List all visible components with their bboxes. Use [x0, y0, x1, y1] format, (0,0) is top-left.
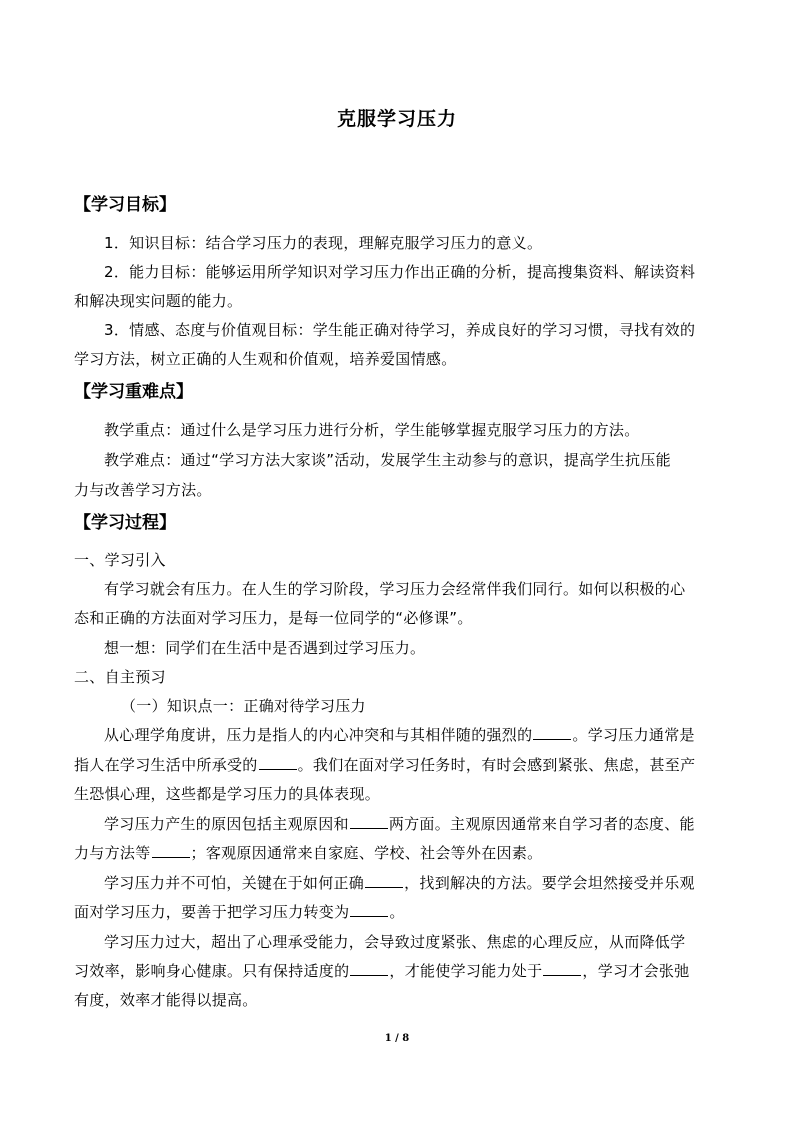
think-line: 想一想：同学们在生活中是否遇到过学习压力。 — [104, 639, 426, 657]
fill-in-line: 学习压力并不可怕，关键在于如何正确 ，找到解决的方法。要学会坦然接受并乐观 — [104, 874, 695, 892]
fill-in-line: 从心理学角度讲，压力是指人的内心冲突和与其相伴随的强烈的 。学习压力通常是 — [104, 726, 695, 744]
goal-line: 2．能力目标：能够运用所学知识对学习压力作出正确的分析，提高搜集资料、解读资料 — [104, 263, 696, 281]
fill-in-line: 指人在学习生活中所承受的 。我们在面对学习任务时，有时会感到紧张、焦虑，甚至产 — [74, 756, 696, 774]
fill-blank[interactable] — [365, 875, 403, 888]
goal-line: 和解决现实问题的能力。 — [74, 292, 243, 310]
fill-blank[interactable] — [350, 816, 388, 829]
key-line: 教学重点：通过什么是学习压力进行分析，学生能够掌握克服学习压力的方法。 — [104, 421, 640, 439]
fill-blank[interactable] — [259, 757, 297, 770]
section-heading-key-points: 【学习重难点】 — [74, 382, 193, 402]
knowledge-point-heading: （一）知识点一：正确对待学习压力 — [121, 697, 366, 715]
goal-line: 1．知识目标：结合学习压力的表现，理解克服学习压力的意义。 — [104, 234, 543, 252]
text-line: 生恐惧心理，这些都是学习压力的具体表现。 — [74, 785, 381, 803]
key-line: 力与改善学习方法。 — [74, 481, 212, 499]
text-line: 学习压力过大，超出了心理承受能力，会导致过度紧张、焦虑的心理反应，从而降低学 — [104, 933, 686, 951]
fill-blank[interactable] — [533, 727, 571, 740]
fill-in-line: 面对学习压力，要善于把学习压力转变为 。 — [74, 903, 405, 921]
text-line: 有度，效率才能得以提高。 — [74, 991, 258, 1009]
page-number: 1 / 8 — [384, 1033, 410, 1044]
page-title: 克服学习压力 — [336, 108, 457, 130]
part-heading: 二、自主预习 — [74, 668, 166, 686]
section-heading-process: 【学习过程】 — [74, 513, 176, 533]
part-heading: 一、学习引入 — [74, 551, 166, 569]
fill-in-line: 学习压力产生的原因包括主观原因和 两方面。主观原因通常来自学习者的态度、能 — [104, 815, 695, 833]
goal-line: 学习方法，树立正确的人生观和价值观，培养爱国情感。 — [74, 350, 457, 368]
fill-blank[interactable] — [152, 845, 190, 858]
fill-in-line: 力与方法等 ；客观原因通常来自家庭、学校、社会等外在因素。 — [74, 844, 543, 862]
fill-blank[interactable] — [350, 904, 388, 917]
fill-blank[interactable] — [543, 963, 581, 976]
section-heading-goals: 【学习目标】 — [74, 195, 176, 215]
goal-line: 3．情感、态度与价值观目标：学生能正确对待学习，养成良好的学习习惯，寻找有效的 — [104, 321, 696, 339]
fill-in-line: 习效率，影响身心健康。只有保持适度的 ，才能使学习能力处于 ，学习才会张弛 — [74, 962, 690, 980]
fill-blank[interactable] — [350, 963, 388, 976]
key-line: 教学难点：通过“学习方法大家谈”活动，发展学生主动参与的意识，提高学生抗压能 — [104, 451, 671, 469]
intro-line: 有学习就会有压力。在人生的学习阶段，学习压力会经常伴我们同行。如何以积极的心 — [104, 580, 686, 598]
intro-line: 态和正确的方法面对学习压力，是每一位同学的“必修课”。 — [74, 609, 473, 627]
